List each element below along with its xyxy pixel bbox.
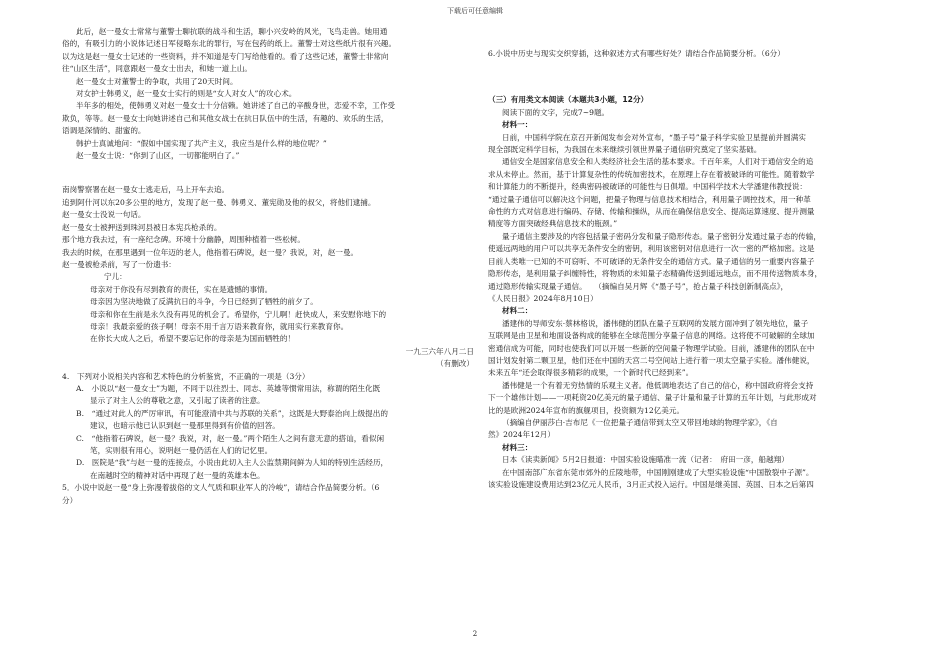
- left-line: 5．小说中说赵一曼“身上弥漫着拔俗的文人气质和职业军人的冷峻”，请结合作品简要分析。（6: [62, 483, 380, 493]
- right-line: 然》2024年12月）: [488, 430, 555, 440]
- right-line: 材料二：: [502, 306, 533, 316]
- left-line: 赵一曼女士说：“你到了山区，一切都能明白了。”: [76, 151, 240, 161]
- left-line: 俗的，有吸引力的小说体记述日军侵略东北的罪行，写在包药的纸上。董警士对这些纸片很有兴趣。: [62, 39, 397, 49]
- right-line: 通信安全是国家信息安全和人类经济社会生活的基本要求。千百年来，人们对于通信安全的追: [502, 157, 814, 167]
- left-line: 显示了对主人公的尊敬之意，又引起了读者的注意。: [90, 396, 265, 406]
- left-line: 对女护士韩勇义，赵一曼女士实行的则是“女人对女人”的攻心术。: [76, 89, 297, 99]
- left-line: 欺负，等等。赵一曼女士向她讲述自己和其他女战士在抗日队伍中的生活，有趣的、欢乐的生活，: [62, 113, 389, 123]
- left-line: 一九三六年八月二日: [405, 346, 474, 356]
- left-line: 在你长大成人之后，希望不要忘记你的母亲是为国而牺牲的！: [90, 334, 296, 344]
- right-line: 材料一：: [502, 120, 533, 130]
- right-line: 该实验设施建设费用达到23亿元人民币，3月正式投入运行。中国是继美国、英国、日本之后第四: [488, 480, 814, 489]
- left-line: 追到阿什河以东20多公里的地方，发现了赵一曼、韩勇义、董宪勋及他的叔父，将他们逮捕。: [62, 197, 376, 207]
- right-line: 未来五年“还会取得很多精彩的成果，一个新时代已经到来”。: [488, 368, 694, 378]
- right-line: 潘伟健是一个有着无穷热情的乐观主义者。他低调地表达了自己的信心，称中国政府将会支持: [502, 380, 814, 390]
- right-line: （摘编自伊丽莎白·吉布尼《一位把量子通信带到太空又带回地球的物理学家》，《自: [502, 417, 778, 427]
- right-line: 和计算能力的不断提升，经典密码被破译的可能性与日俱增。中国科学技术大学潘建伟教授说：: [488, 182, 807, 192]
- right-line: 材料三：: [502, 442, 533, 452]
- right-line: 求从未停止。然而，基于计算复杂性的传统加密技术，在原理上存在着被破译的可能性。随着数学: [488, 169, 815, 179]
- left-line: 我去的时候，在那里遇到一位年迈的老人，他指着石碑说，赵一曼？我说，对，赵一曼。: [62, 247, 359, 257]
- right-line: 命性的方式对信息进行编码、存储、传输和操纵，从而在确保信息安全、提高运算速度、提升测量: [488, 207, 815, 217]
- left-line: 那个地方我去过，有一座纪念碑。环境十分幽静，周围种植着一些松树。: [62, 235, 305, 245]
- right-line: 在中国南部广东省东莞市郊外的丘陵地带，中国刚刚建成了大型实验设施“中国散裂中子源”。: [502, 467, 814, 477]
- left-line: 以为这是赵一曼女士记述的一些资料，并不知道是专门写给他看的。看了这些记述，董警士非常向: [62, 51, 389, 61]
- right-line: 《人民日报》2024年8月10日）: [488, 293, 598, 303]
- left-column: [62, 26, 474, 507]
- right-line: “通过量子通信可以解决这个问题，把量子物理与信息技术相结合，利用量子调控技术，用一种革: [488, 194, 811, 204]
- page-header: 下载后可任意编辑: [447, 7, 503, 15]
- left-line: 在南越时空的精神对话中再现了赵一曼的英雄本色。: [90, 470, 265, 480]
- left-line: 母亲对于你没有尽到教育的责任，实在是遗憾的事情。: [90, 284, 273, 294]
- right-line: 目前人类唯一已知的不可窃听、不可破译的无条件安全的通信方式。量子通信的另一重要内容量子: [488, 256, 815, 266]
- right-line: 阅读下面的文字，完成7~9题。: [502, 107, 610, 117]
- left-line: 韩护士真诚地问：“假如中国实现了共产主义，我应当是什么样的地位呢？”: [76, 138, 327, 148]
- right-line: 日前，中国科学院在京召开新闻发布会对外宣布，“墨子号”量子科学实验卫星提前并圆满实: [502, 132, 806, 142]
- left-line: 建议，也暗示他已认识到赵一曼那里得到有价值的回答。: [90, 421, 280, 431]
- left-line: D. 医院是“我”与赵一曼的连接点，小说由此切入主人公监禁期间鲜为人知的特别生活经历，: [76, 458, 389, 468]
- right-line: 潘建伟的导师安东·蔡林格说，潘伟健的团队在量子互联网的发展方面冲到了领先地位，量子: [502, 318, 809, 328]
- left-line: [62, 162, 474, 184]
- right-line: 下一个雄伟计划——一项耗资20亿美元的量子通信、量子计量和量子计算的五年计划，与此形成对: [488, 393, 817, 403]
- left-line: 赵一曼女士对董警士的争取，共用了20天时间。: [76, 76, 238, 86]
- right-line: [488, 60, 900, 94]
- right-line: [488, 26, 900, 48]
- right-line: 密通信成为可能，同时也使我们可以开展一些新的空间量子物理学试验。目前，潘建伟的团队在中: [488, 343, 815, 353]
- right-line: 日本《读卖新闻》5月2日报道：中国实验设施瞄准一流（记者： 府田一彦，船越翔）: [502, 455, 789, 465]
- left-line: 母亲！我最亲爱的孩子啊！母亲不用千言万语来教育你，就用实行来教育你。: [90, 321, 349, 331]
- left-line: A. 小说以“赵一曼女士”为题，不同于以往烈士、同志、英雄等惯常用法，称谓的陌生化既: [76, 383, 381, 393]
- left-line: 宁儿：: [104, 272, 127, 282]
- right-line: 使遥远两地的用户可以共享无条件安全的密钥，利用该密钥对信息进行一次一密的严格加密。这是: [488, 244, 815, 254]
- right-line: 通过隐形传输实现量子通信。 （摘编自吴月辉《“墨子号”，抢占量子科技创新制高点》，: [488, 281, 789, 291]
- right-column: [488, 26, 900, 491]
- right-line: 国计划发射第二颗卫星，他们还在中国的天宫二号空间站上进行着一项太空量子实验。潘伟健说，: [488, 355, 815, 365]
- left-line: 赵一曼女士被押送到珠河县被日本宪兵枪杀的。: [62, 222, 222, 232]
- left-line: 半年多的相处，使韩勇义对赵一曼女士十分信赖。她讲述了自己的辛酸身世，恋爱不幸，工作受: [76, 101, 395, 111]
- left-line: 母亲和你在生前是永久没有再见的机会了。希望你，宁儿啊！赶快成人，来安慰你地下的: [90, 309, 387, 319]
- left-line: 笔，实则很有用心，说明赵一曼仍活在人们的记忆里。: [90, 446, 273, 455]
- left-line: 语调是深情的、甜蜜的。: [62, 126, 146, 136]
- right-line: 精度等方面突破经典信息技术的瓶颈。”: [488, 219, 618, 229]
- left-line: 赵一曼女士没说一句话。: [62, 210, 146, 220]
- left-line: B. “通过对此人的严厉审讯，有可能澄清中共与苏联的关系”，这既是大野泰治向上级提出的: [76, 408, 388, 418]
- right-line: 互联网是由卫星和地面设备构成的能够在全球范围分享量子信息的网络。这将使不可破解的全球加: [488, 331, 815, 341]
- left-line: （有删改）: [436, 359, 474, 369]
- left-line: 南岗警察署在赵一曼女士逃走后，马上开车去追。: [62, 185, 230, 195]
- left-line: C. “他指着石碑说，赵一曼？我说，对，赵一曼。”两个陌生人之间有意无意的搭讪，看似闲: [76, 433, 385, 443]
- right-line: 现全部既定科学目标，为我国在未来继续引领世界量子通信研究奠定了坚实基础。: [488, 145, 762, 155]
- left-line: 往“山区生活”，同意跟赵一曼女士出去，和她一道上山。: [62, 64, 253, 74]
- right-line: 隐形传态，是利用量子纠缠特性，将物质的未知量子态精确传送到遥远地点，而不用传送物质本身，: [488, 269, 823, 279]
- left-line: 4. 下列对小说相关内容和艺术特色的分析鉴赏，不正确的一项是（3分）: [62, 371, 310, 381]
- page-number: 2: [472, 630, 478, 638]
- right-line: 6.小说中历史与现实交织穿插，这种叙述方式有哪些好处？请结合作品简要分析。（6分）: [488, 49, 785, 58]
- right-line: 比的是欧洲2024年宣布的旗舰项目，投资额为12亿美元。: [488, 405, 685, 415]
- left-line: 母亲因为坚决地做了反满抗日的斗争，今日已经到了牺牲的前夕了。: [90, 297, 318, 307]
- left-line: 赵一曼被枪杀前，写了一份遗书：: [62, 259, 176, 269]
- left-line: 此后，赵一曼女士常常与董警士聊抗联的战斗和生活，聊小兴安岭的风光，飞鸟走兽。她用通: [76, 27, 388, 36]
- right-line: 量子通信主要涉及的内容包括量子密码分发和量子隐形传态。量子密钥分发通过量子态的传输，: [502, 231, 821, 241]
- right-line: （三）有用类文本阅读（本题共3小题，12分）: [488, 95, 649, 105]
- left-line: 分）: [62, 495, 78, 505]
